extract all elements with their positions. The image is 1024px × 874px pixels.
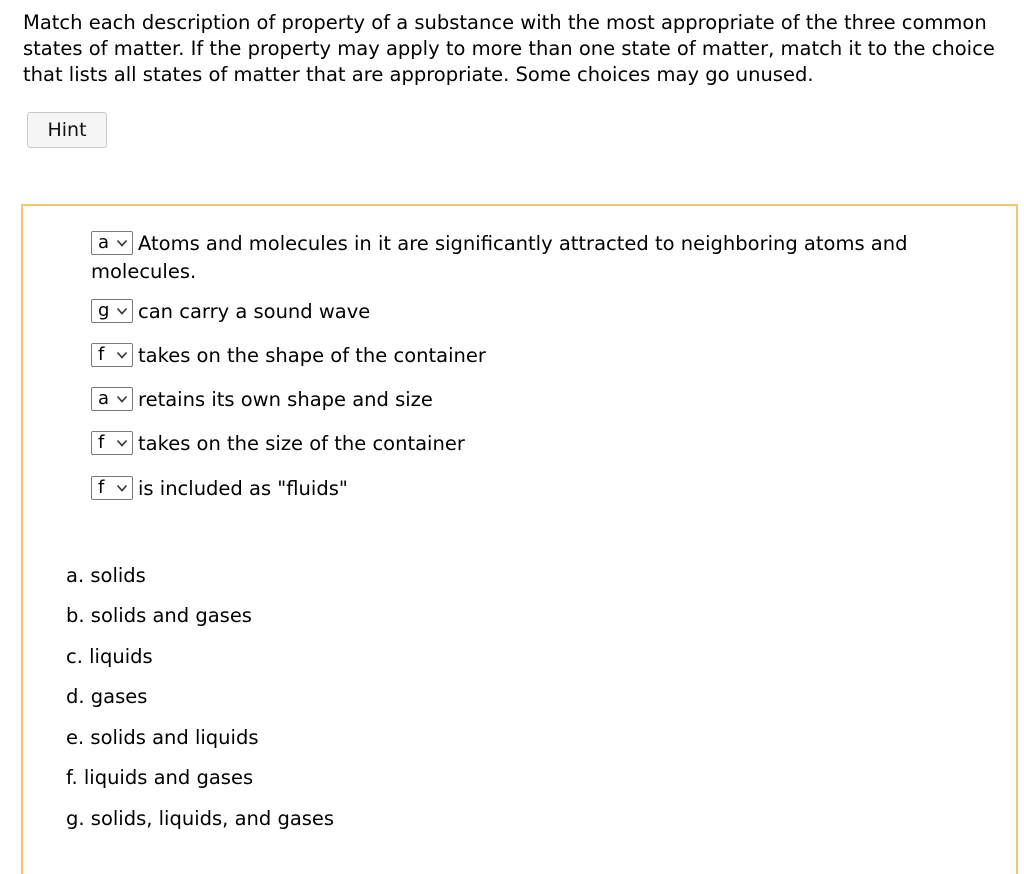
match-select-value: g [98,300,110,321]
matching-panel [21,204,1018,874]
match-select-value: a [98,388,110,409]
match-description: retains its own shape and size [138,388,433,411]
choice-text: liquids and gases [83,766,254,789]
match-item-4 [91,386,951,414]
choice-b [66,603,252,629]
match-item-3 [91,342,951,370]
choice-letter: f. [66,766,78,789]
match-select-value: f [98,477,105,498]
match-select-6[interactable] [91,476,133,500]
match-description: is included as "fluids" [138,477,348,500]
match-item-2 [91,298,951,326]
choice-c [66,644,153,670]
chevron-down-icon [116,394,128,404]
match-item-1 [91,230,951,286]
match-item-5 [91,430,951,458]
chevron-down-icon [116,306,128,316]
choice-letter: b. [66,604,85,627]
chevron-down-icon [116,350,128,360]
choice-letter: a. [66,564,85,587]
chevron-down-icon [116,483,128,493]
choice-a [66,563,146,589]
choice-text: solids, liquids, and gases [90,807,335,830]
choice-g [66,806,334,832]
match-select-4[interactable] [91,387,133,411]
choice-letter: e. [66,726,85,749]
choice-text: solids [90,564,146,587]
match-description: takes on the size of the container [138,432,465,455]
match-select-3[interactable] [91,343,133,367]
hint-button[interactable]: Hint [27,112,107,148]
choice-text: liquids [89,645,153,668]
choice-text: solids and liquids [90,726,259,749]
choice-f [66,765,253,791]
match-select-2[interactable] [91,299,133,323]
question-instructions: Match each description of property of a substance with the most appropriate of the three common states of matter. If the property may apply to more than one state of matter, match it to the choice that lists all states of matter that are appropriate. Some choices may go unused. [23,11,995,86]
match-item-6 [91,475,951,503]
choice-letter: g. [66,807,85,830]
match-select-value: f [98,432,105,453]
choice-d [66,684,147,710]
choice-letter: d. [66,685,85,708]
match-select-value: a [98,232,110,253]
match-description: takes on the shape of the container [138,344,486,367]
choice-text: solids and gases [90,604,252,627]
match-select-1[interactable] [91,231,133,255]
match-select-5[interactable] [91,431,133,455]
choice-e [66,725,258,751]
choice-letter: c. [66,645,83,668]
chevron-down-icon [116,238,128,248]
chevron-down-icon [116,438,128,448]
match-select-value: f [98,344,105,365]
choice-text: gases [90,685,148,708]
match-description: Atoms and molecules in it are significantly attracted to neighboring atoms and molecules. [91,232,908,283]
match-description: can carry a sound wave [138,300,371,323]
